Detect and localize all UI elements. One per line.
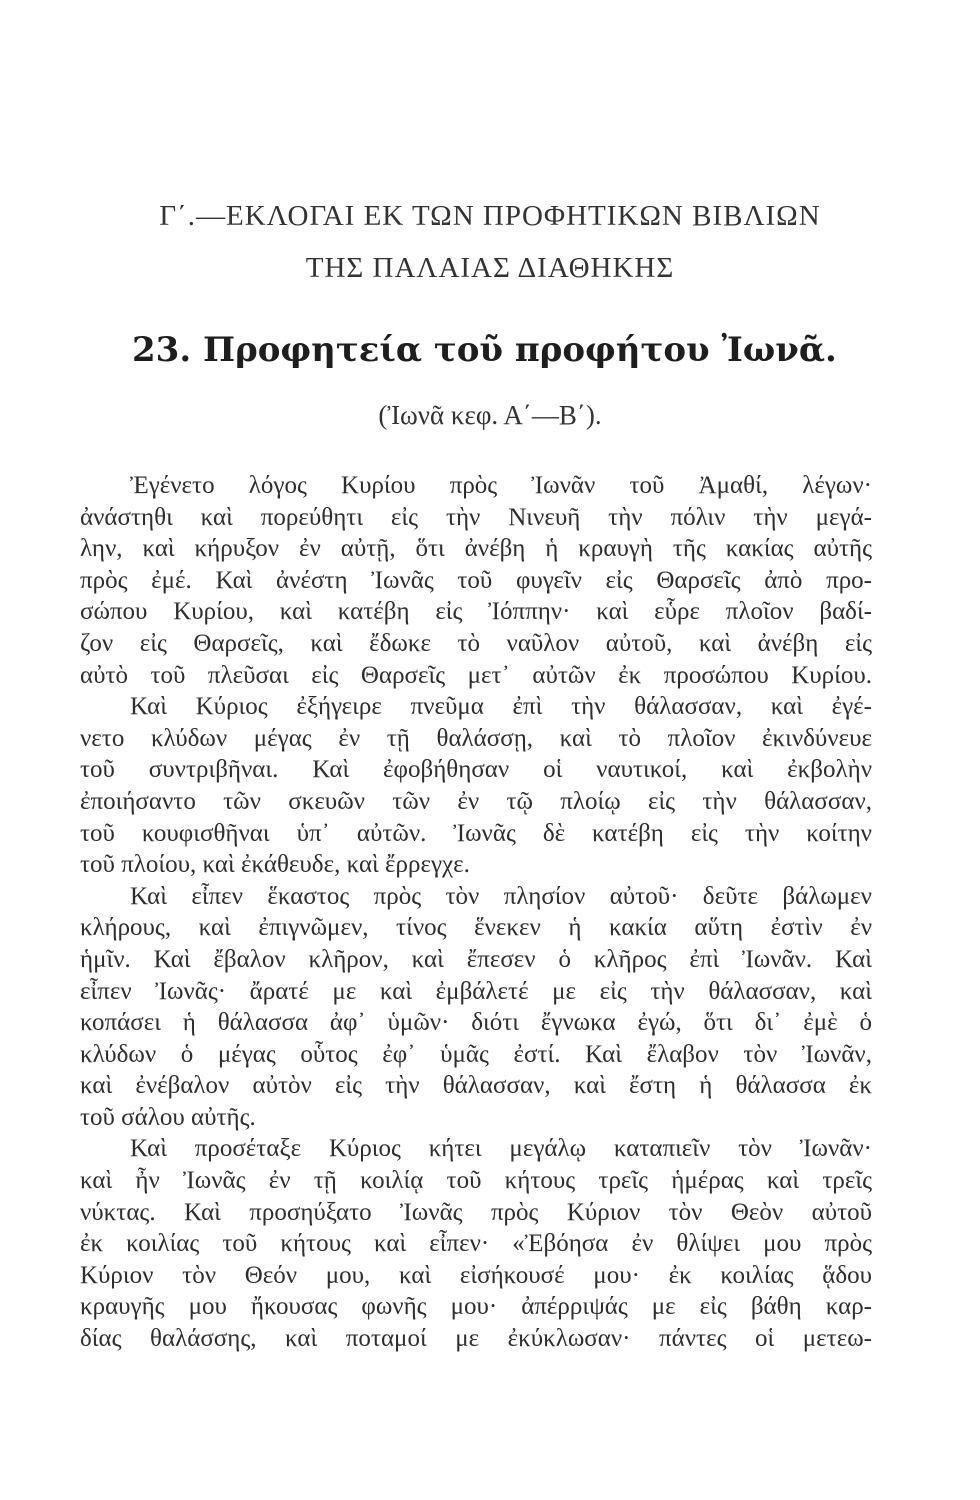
text-line: νύκτας. Καὶ προσηύξατο Ἰωνᾶς πρὸς Κύριον τὸν Θεὸν αὐτοῦ	[80, 1198, 872, 1226]
text-line: τοῦ συντριβῆναι. Καὶ ἐφοβήθησαν οἱ ναυτικοί, καὶ ἐκβολὴν	[80, 756, 872, 784]
text-line: τοῦ κουφισθῆναι ὑπ᾿ αὐτῶν. Ἰωνᾶς δὲ κατέβη εἰς τὴν κοίτην	[80, 819, 872, 847]
section-heading-line-2: ΤΗΣ ΠΑΛΑΙΑΣ ΔΙΑΘΗΚΗΣ	[305, 252, 675, 284]
text-line: καὶ ἐνέβαλον αὐτὸν εἰς τὴν θάλασσαν, καὶ ἔστη ἡ θάλασσα ἐκ	[80, 1072, 872, 1100]
text-line: αὐτὸ τοῦ πλεῦσαι εἰς Θαρσεῖς μετ᾿ αὐτῶν ἐκ προσώπου Κυρίου.	[80, 661, 872, 689]
section-heading-line-1: Γ΄.—ΕΚΛΟΓΑΙ ΕΚ ΤΩΝ ΠΡΟΦΗΤΙΚΩΝ ΒΙΒΛΙΩΝ	[159, 200, 821, 232]
text-line: σώπου Κυρίου, καὶ κατέβη εἰς Ἰόππην· καὶ εὗρε πλοῖον βαδί-	[80, 598, 872, 626]
text-line: Κύριον τὸν Θεόν μου, καὶ εἰσήκουσέ μου· ἐκ κοιλίας ᾅδου	[80, 1261, 872, 1289]
text-line: τοῦ σάλου αὐτῆς.	[80, 1103, 256, 1131]
text-line: νετο κλύδων μέγας ἐν τῇ θαλάσσῃ, καὶ τὸ πλοῖον ἐκινδύνευε	[80, 724, 872, 752]
text-line: κλήρους, καὶ ἐπιγνῶμεν, τίνος ἕνεκεν ἡ κακία αὕτη ἐστὶν ἐν	[80, 914, 872, 942]
text-line: Καὶ εἶπεν ἕκαστος πρὸς τὸν πλησίον αὐτοῦ· δεῦτε βάλωμεν	[130, 882, 872, 910]
text-line: ἐκ κοιλίας τοῦ κήτους καὶ εἶπεν· «Ἐβόησα ἐν θλίψει μου πρὸς	[80, 1230, 872, 1258]
text-line: δίας θαλάσσης, καὶ ποταμοί με ἐκύκλωσαν· πάντες οἱ μετεω-	[80, 1325, 872, 1353]
chapter-reference: (Ἰωνᾶ κεφ. Α΄—Β΄).	[378, 400, 602, 430]
body-text	[80, 470, 872, 1355]
text-line: Ἐγένετο λόγος Κυρίου πρὸς Ἰωνᾶν τοῦ Ἀμαθί, λέγων·	[130, 472, 872, 499]
text-line: κλύδων ὁ μέγας οὗτος ἐφ᾿ ὑμᾶς ἐστί. Καὶ ἔλαβον τὸν Ἰωνᾶν,	[80, 1040, 872, 1068]
text-line: κραυγῆς μου ἤκουσας φωνῆς μου· ἀπέρριψάς με εἰς βάθη καρ-	[80, 1293, 872, 1321]
text-line: Καὶ Κύριος ἐξήγειρε πνεῦμα ἐπὶ τὴν θάλασσαν, καὶ ἐγέ-	[130, 693, 872, 721]
text-line: Καὶ προσέταξε Κύριος κήτει μεγάλῳ καταπιεῖν τὸν Ἰωνᾶν·	[130, 1135, 872, 1163]
text-line: ζον εἰς Θαρσεῖς, καὶ ἔδωκε τὸ ναῦλον αὐτοῦ, καὶ ἀνέβη εἰς	[80, 629, 872, 657]
text-line: ἐποιήσαντο τῶν σκευῶν τῶν ἐν τῷ πλοίῳ εἰς τὴν θάλασσαν,	[80, 787, 872, 815]
text-line: καὶ ἦν Ἰωνᾶς ἐν τῇ κοιλίᾳ τοῦ κήτους τρεῖς ἡμέρας καὶ τρεῖς	[80, 1167, 872, 1195]
text-line: ἡμῖν. Καὶ ἔβαλον κλῆρον, καὶ ἔπεσεν ὁ κλῆρος ἐπὶ Ἰωνᾶν. Καὶ	[80, 945, 872, 973]
text-line: λην, καὶ κήρυξον ἐν αὐτῇ, ὅτι ἀνέβη ἡ κραυγὴ τῆς κακίας αὐτῆς	[80, 535, 872, 563]
text-line: πρὸς ἐμέ. Καὶ ἀνέστη Ἰωνᾶς τοῦ φυγεῖν εἰς Θαρσεῖς ἀπὸ προ-	[80, 566, 872, 594]
text-line: εἶπεν Ἰωνᾶς· ἄρατέ με καὶ ἐμβάλετέ με εἰς τὴν θάλασσαν, καὶ	[80, 977, 872, 1005]
text-line: κοπάσει ἡ θάλασσα ἀφ᾿ ὑμῶν· διότι ἔγνωκα ἐγώ, ὅτι δι᾿ ἐμὲ ὁ	[80, 1009, 872, 1037]
text-line: τοῦ πλοίου, καὶ ἐκάθευδε, καὶ ἔρρεγχε.	[80, 851, 470, 879]
text-line: ἀνάστηθι καὶ πορεύθητι εἰς τὴν Νινευῆ τὴν πόλιν τὴν μεγά-	[80, 503, 872, 531]
chapter-title: 23. Προφητεία τοῦ προφήτου Ἰωνᾶ.	[132, 330, 837, 370]
